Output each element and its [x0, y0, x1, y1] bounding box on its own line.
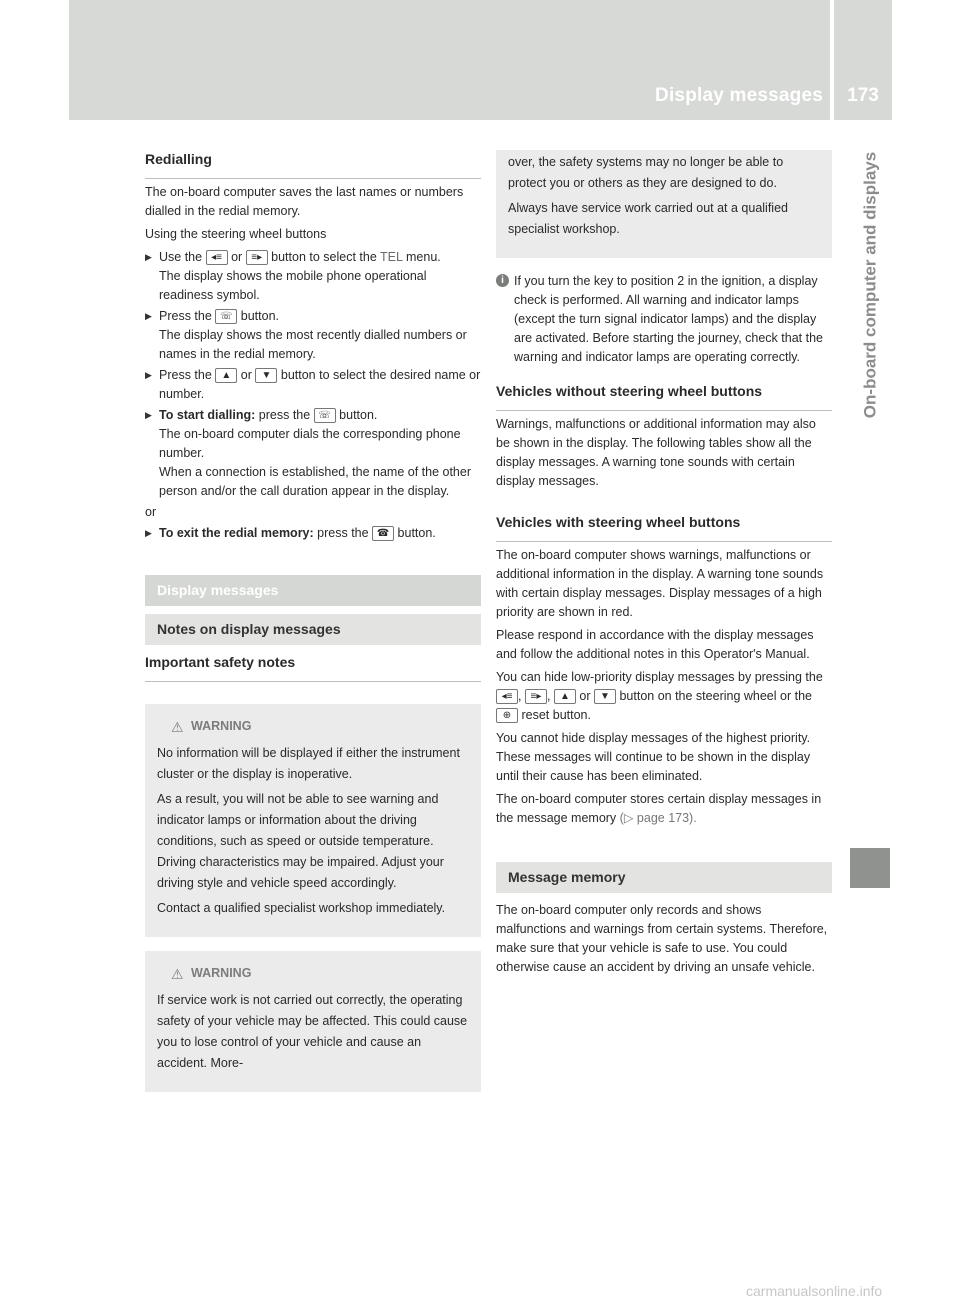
side-tab-label: On-board computer and displays [860, 151, 880, 419]
step-press-phone: ▶ Press the ☏ button. The display shows the most recently dialled numbers or names in the redial memory. [145, 307, 481, 364]
left-column [145, 150, 481, 1106]
no-buttons-heading: Vehicles without steering wheel buttons [496, 381, 832, 411]
right-menu-button-icon: ≡▸ [525, 689, 547, 704]
step-result: The display shows the most recently dialled numbers or names in the redial memory. [159, 328, 467, 361]
notes-title-band: Notes on display messages [145, 614, 481, 645]
warning-head: ⚠ WARNING [157, 963, 469, 984]
step-select-tel: ▶ Use the ◂≡ or ≡▸ button to select the TEL menu. The display shows the mobile phone operational readiness symbol. [145, 248, 481, 305]
info-icon: i [496, 274, 509, 287]
step-result: The on-board computer dials the corresponding phone number. [159, 427, 461, 460]
warning-head: ⚠ WARNING [157, 716, 469, 737]
end-call-button-icon: ☎ [372, 526, 394, 541]
up-arrow-button-icon: ▲ [554, 689, 576, 704]
with-buttons-heading: Vehicles with steering wheel buttons [496, 513, 832, 542]
redialling-heading: Redialling [145, 150, 481, 179]
left-menu-button-icon: ◂≡ [206, 250, 228, 265]
right-menu-button-icon: ≡▸ [246, 250, 268, 265]
side-marker [850, 848, 890, 888]
or-separator: or [145, 505, 157, 519]
no-buttons-text: Warnings, malfunctions or additional information may also be shown in the display. The following tables show all the display messages. A warning tone sounds with certain display messages. [496, 417, 816, 488]
steering-wheel-subhead: Using the steering wheel buttons [145, 227, 327, 241]
phone-button-icon: ☏ [314, 408, 336, 423]
message-memory-band: Message memory [496, 862, 832, 893]
page-number: 173 [847, 85, 879, 106]
page-reference-link[interactable]: (▷ page 173). [619, 811, 697, 825]
warning-box-2-continued: over, the safety systems may no longer be able to protect you or others as they are designed to do. Always have service work carried out at a qualified specialist workshop. [496, 150, 832, 258]
message-memory-text: The on-board computer only records and shows malfunctions and warnings from certain systems. Therefore, make sure that your vehicle is safe to use. You could otherwise cause an accident by driving an unsafe vehicle. [496, 903, 828, 974]
hide-messages-text: You can hide low-priority display messages by pressing the ◂≡ , ≡▸ , ▲ or ▼ button on the steering wheel or the ⊕ reset button. [496, 670, 823, 722]
down-arrow-button-icon: ▼ [255, 368, 277, 383]
warning-triangle-icon: ⚠ [171, 966, 184, 982]
warning-box-2: ⚠ WARNING If service work is not carried out correctly, the operating safety of your vehicle may be affected. This could cause you to lose control of your vehicle and cause an accident. More- [145, 951, 481, 1092]
reset-button-icon: ⊕ [496, 708, 518, 723]
redialling-intro: The on-board computer saves the last names or numbers dialled in the redial memory. [145, 185, 464, 218]
safety-heading: Important safety notes [145, 653, 481, 682]
left-menu-button-icon: ◂≡ [496, 689, 518, 704]
page-title: Display messages [655, 85, 823, 106]
side-tab [850, 151, 890, 419]
step-exit-redial: ▶ To exit the redial memory: press the ☎ button. [145, 524, 481, 543]
step-result: When a connection is established, the name of the other person and/or the call duration appear in the display. [159, 465, 471, 498]
warning-box-1: ⚠ WARNING No information will be displayed if either the instrument cluster or the display is inoperative. As a result, you will not be able to see warning and indicator lamps or information about the driving conditions, such as speed or outside temperature. Driving characteristics may be impaired. Adjust your driving style and vehicle speed accordingly. Contact a qualified specialist workshop immediately. [145, 704, 481, 937]
info-note: i If you turn the key to position 2 in the ignition, a display check is performed. All warning and indicator lamps (except the turn signal indicator lamps) and the display are activated. Before starting the journey, check that the warning and indicator lamps are operating correctly. [496, 272, 832, 367]
section-title-band: Display messages [145, 575, 481, 606]
footer-watermark: carmanualsonline.info [746, 1283, 883, 1299]
warning-triangle-icon: ⚠ [171, 719, 184, 735]
message-memory-ref-text: The on-board computer stores certain display messages in the message memory (▷ page 173). [496, 792, 822, 825]
step-select-entry: ▶ Press the ▲ or ▼ button to select the desired name or number. [145, 366, 481, 404]
up-arrow-button-icon: ▲ [215, 368, 237, 383]
step-start-dialling: ▶ To start dialling: press the ☏ button. The on-board computer dials the corresponding phone number. When a connection is established, the name of the other person and/or the call duration appear in the display. [145, 406, 481, 501]
step-result: The display shows the mobile phone operational readiness symbol. [159, 269, 427, 302]
down-arrow-button-icon: ▼ [594, 689, 616, 704]
right-column: over, the safety systems may no longer be able to protect you or others as they are designed to do. Always have service work carried out at a qualified specialist workshop. i If you turn the key to position 2 in the ignition, a display check is performed. All warning and indicator lamps (except the turn signal indicator lamps) and the display are activated. Before starting the journey, check that the warning and indicator lamps are operating correctly. Vehicles without steering wheel buttons Warnings, malfunctions or additional information may also be shown in the display. The following tables show all the display messages. A warning tone sounds with certain display messages. Vehicles with steering wheel buttons The on-board computer shows warnings, malfunctions or additional information in the display. A warning tone sounds with certain display messages. Display messages of a high priority are shown in red. Please respond in accordance with the display messages and follow the additional notes in this Operator's Manual. You can hide low-priority display messages by pressing the ◂≡ , ≡▸ , ▲ or ▼ button on the steering wheel or the ⊕ reset button. You cannot hide display messages of the highest priority. These messages will continue to be shown in the display until their cause has been eliminated. The on-board computer stores certain display messages in the message memory (▷ page 173). Message memory The on-board computer only records and shows malfunctions and warnings from certain systems. Therefore, make sure that your vehicle is safe to use. You could otherwise cause an accident by driving an unsafe vehicle. [496, 150, 832, 981]
phone-button-icon: ☏ [215, 309, 237, 324]
tel-menu-name: TEL [380, 250, 403, 264]
